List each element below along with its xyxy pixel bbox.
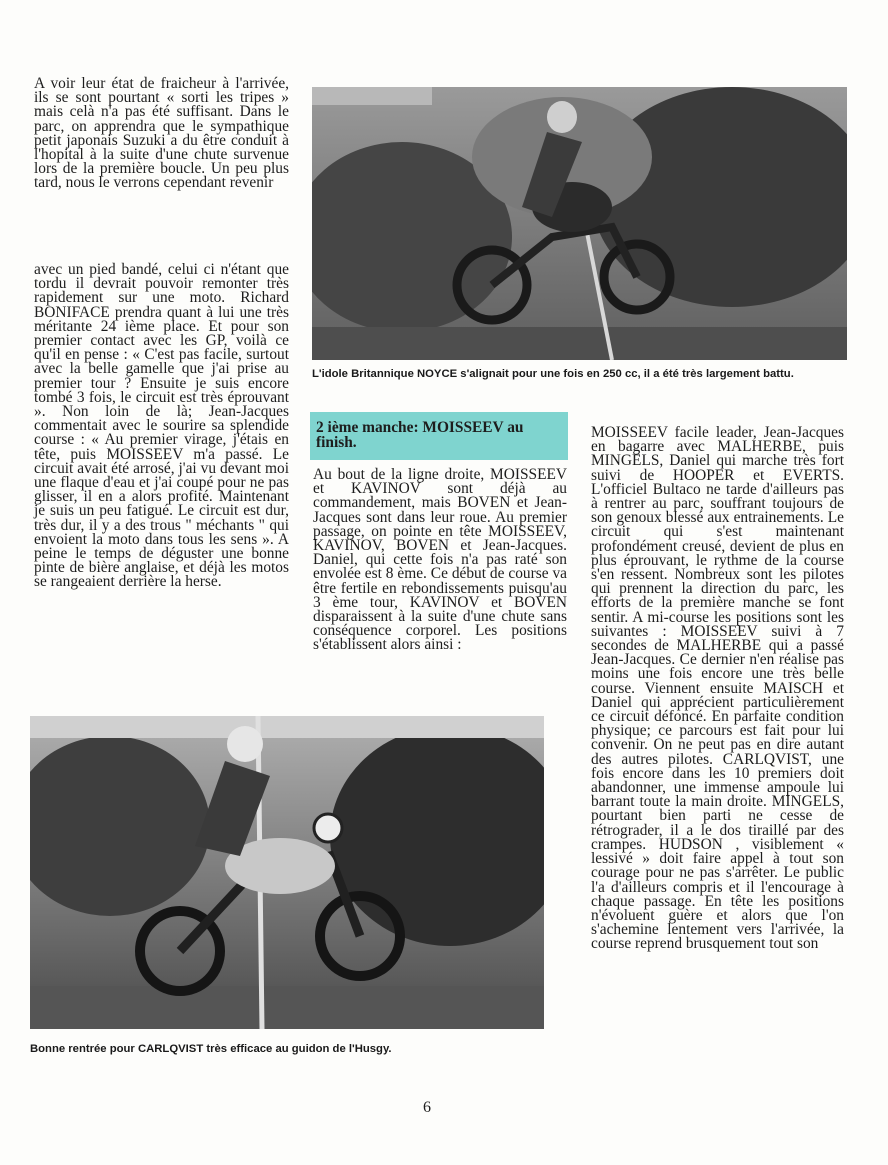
- photo-noyce-image: [312, 87, 847, 360]
- photo-carlqvist-caption: Bonne rentrée pour CARLQVIST très efficace au guidon de l'Husgy.: [30, 1043, 392, 1055]
- photo-noyce: [312, 87, 847, 360]
- section-heading: 2 ième manche: MOISSEEV au finish.: [310, 412, 568, 460]
- photo-carlqvist-image: [30, 716, 544, 1029]
- photo-carlqvist: [30, 716, 544, 1029]
- right-column-text: MOISSEEV facile leader, Jean-Jacques en bagarre avec MALHERBE, puis MINGELS, Daniel qui marche très fort suivi de HOOPER et EVERTS. L'officiel Bultaco ne tarde d'ailleurs pas à rentrer au parc, souffrant toujours de son genoux blessé aux entrainements. Le circuit qui s'est maintenant profondément creusé, devient de plus en plus éprouvant, le rythme de la course s'en ressent. Nombreux sont les pilotes qui prennent la direction du parc, les efforts de la première manche se font sentir. A mi-course les positions sont les suivantes : MOISSEEV suivi à 7 secondes de MALHERBE qui a passé Jean-Jacques. Ce dernier n'en réalise pas moins une fois encore une très belle course. Viennent ensuite MAISCH et Daniel qui apprécient particulièrement ce circuit défoncé. En parfaite condition physique; ce parcours est fait pour lui convenir. On ne peut pas en dire autant des autres pilotes. CARLQVIST, une fois encore dans les 10 premiers doit abandonner, une immense ampoule lui barrant toute la main droite. MINGELS, pourtant bien parti ne cesse de rétrograder, il a le dos tiraillé par des crampes. HUDSON , visiblement « lessivé » doit faire appel à tout son courage pour ne pas s'arrêter. Le public l'a d'ailleurs compris et il l'encourage à chaque passage. En tête les positions n'évoluent guère et alors que l'on s'achemine lentement vers l'arrivée, la course reprend brusquement tout son: [591, 424, 844, 953]
- middle-column-text: Au bout de la ligne droite, MOISSEEV et KAVINOV sont déjà au commandement, mais BOVEN et Jean-Jacques sont dans leur roue. Au premier passage, on pointe en tête MOISSEEV, KAVINOV, BOVEN et Jean-Jacques. Daniel, qui cette fois n'a pas raté son envolée est 8 ème. Ce début de course va être fertile en rebondissements puisqu'au 3 ème tour, KAVINOV et BOVEN disparaissent à la suite d'une chute sans conséquence corporel. Les positions s'établissent alors ainsi :: [313, 466, 567, 654]
- page-number: 6: [423, 1099, 431, 1116]
- left-column-top-text: A voir leur état de fraicheur à l'arrivée, ils se sont pourtant « sorti les tripes » mais celà n'a pas été suffisant. Dans le parc, on apprendra que le sympathique petit japonais Suzuki a du être conduit à l'hopital à la suite d'une chute survenue lors de la première boucle. Un peu plus tard, nous le verrons cependant revenir: [34, 75, 289, 192]
- photo-noyce-caption: L'idole Britannique NOYCE s'alignait pour une fois en 250 cc, il a été très largement battu.: [312, 368, 794, 380]
- left-column-bottom-text: avec un pied bandé, celui ci n'étant que tordu il devrait pouvoir remonter très rapidement sur une moto. Richard BONIFACE prendra quant à lui une très méritante 24 ième place. Et pour son premier contact avec les GP, voilà ce qu'il en pense : « C'est pas facile, surtout avec la belle gamelle que j'ai prise au premier tour ? Ensuite je suis encore tombé 3 fois, le circuit est très éprouvant ». Non loin de là; Jean-Jacques commentait avec le sourire sa splendide course : « Au premier virage, j'étais en tête, puis MOISSEEV m'a passé. Le circuit avait été arrosé, j'ai vu devant moi une flaque d'eau et j'ai coupé pour ne pas glisser, il en a alors profité. Maintenant je suis un peu fatigué. Le circuit est dur, très dur, il y a des trous " méchants " qui envoient la moto dans tous les sens ». A peine le temps de déguster une bonne pinte de bière anglaise, et déjà les motos se rangeaient derrière la herse.: [34, 261, 289, 591]
